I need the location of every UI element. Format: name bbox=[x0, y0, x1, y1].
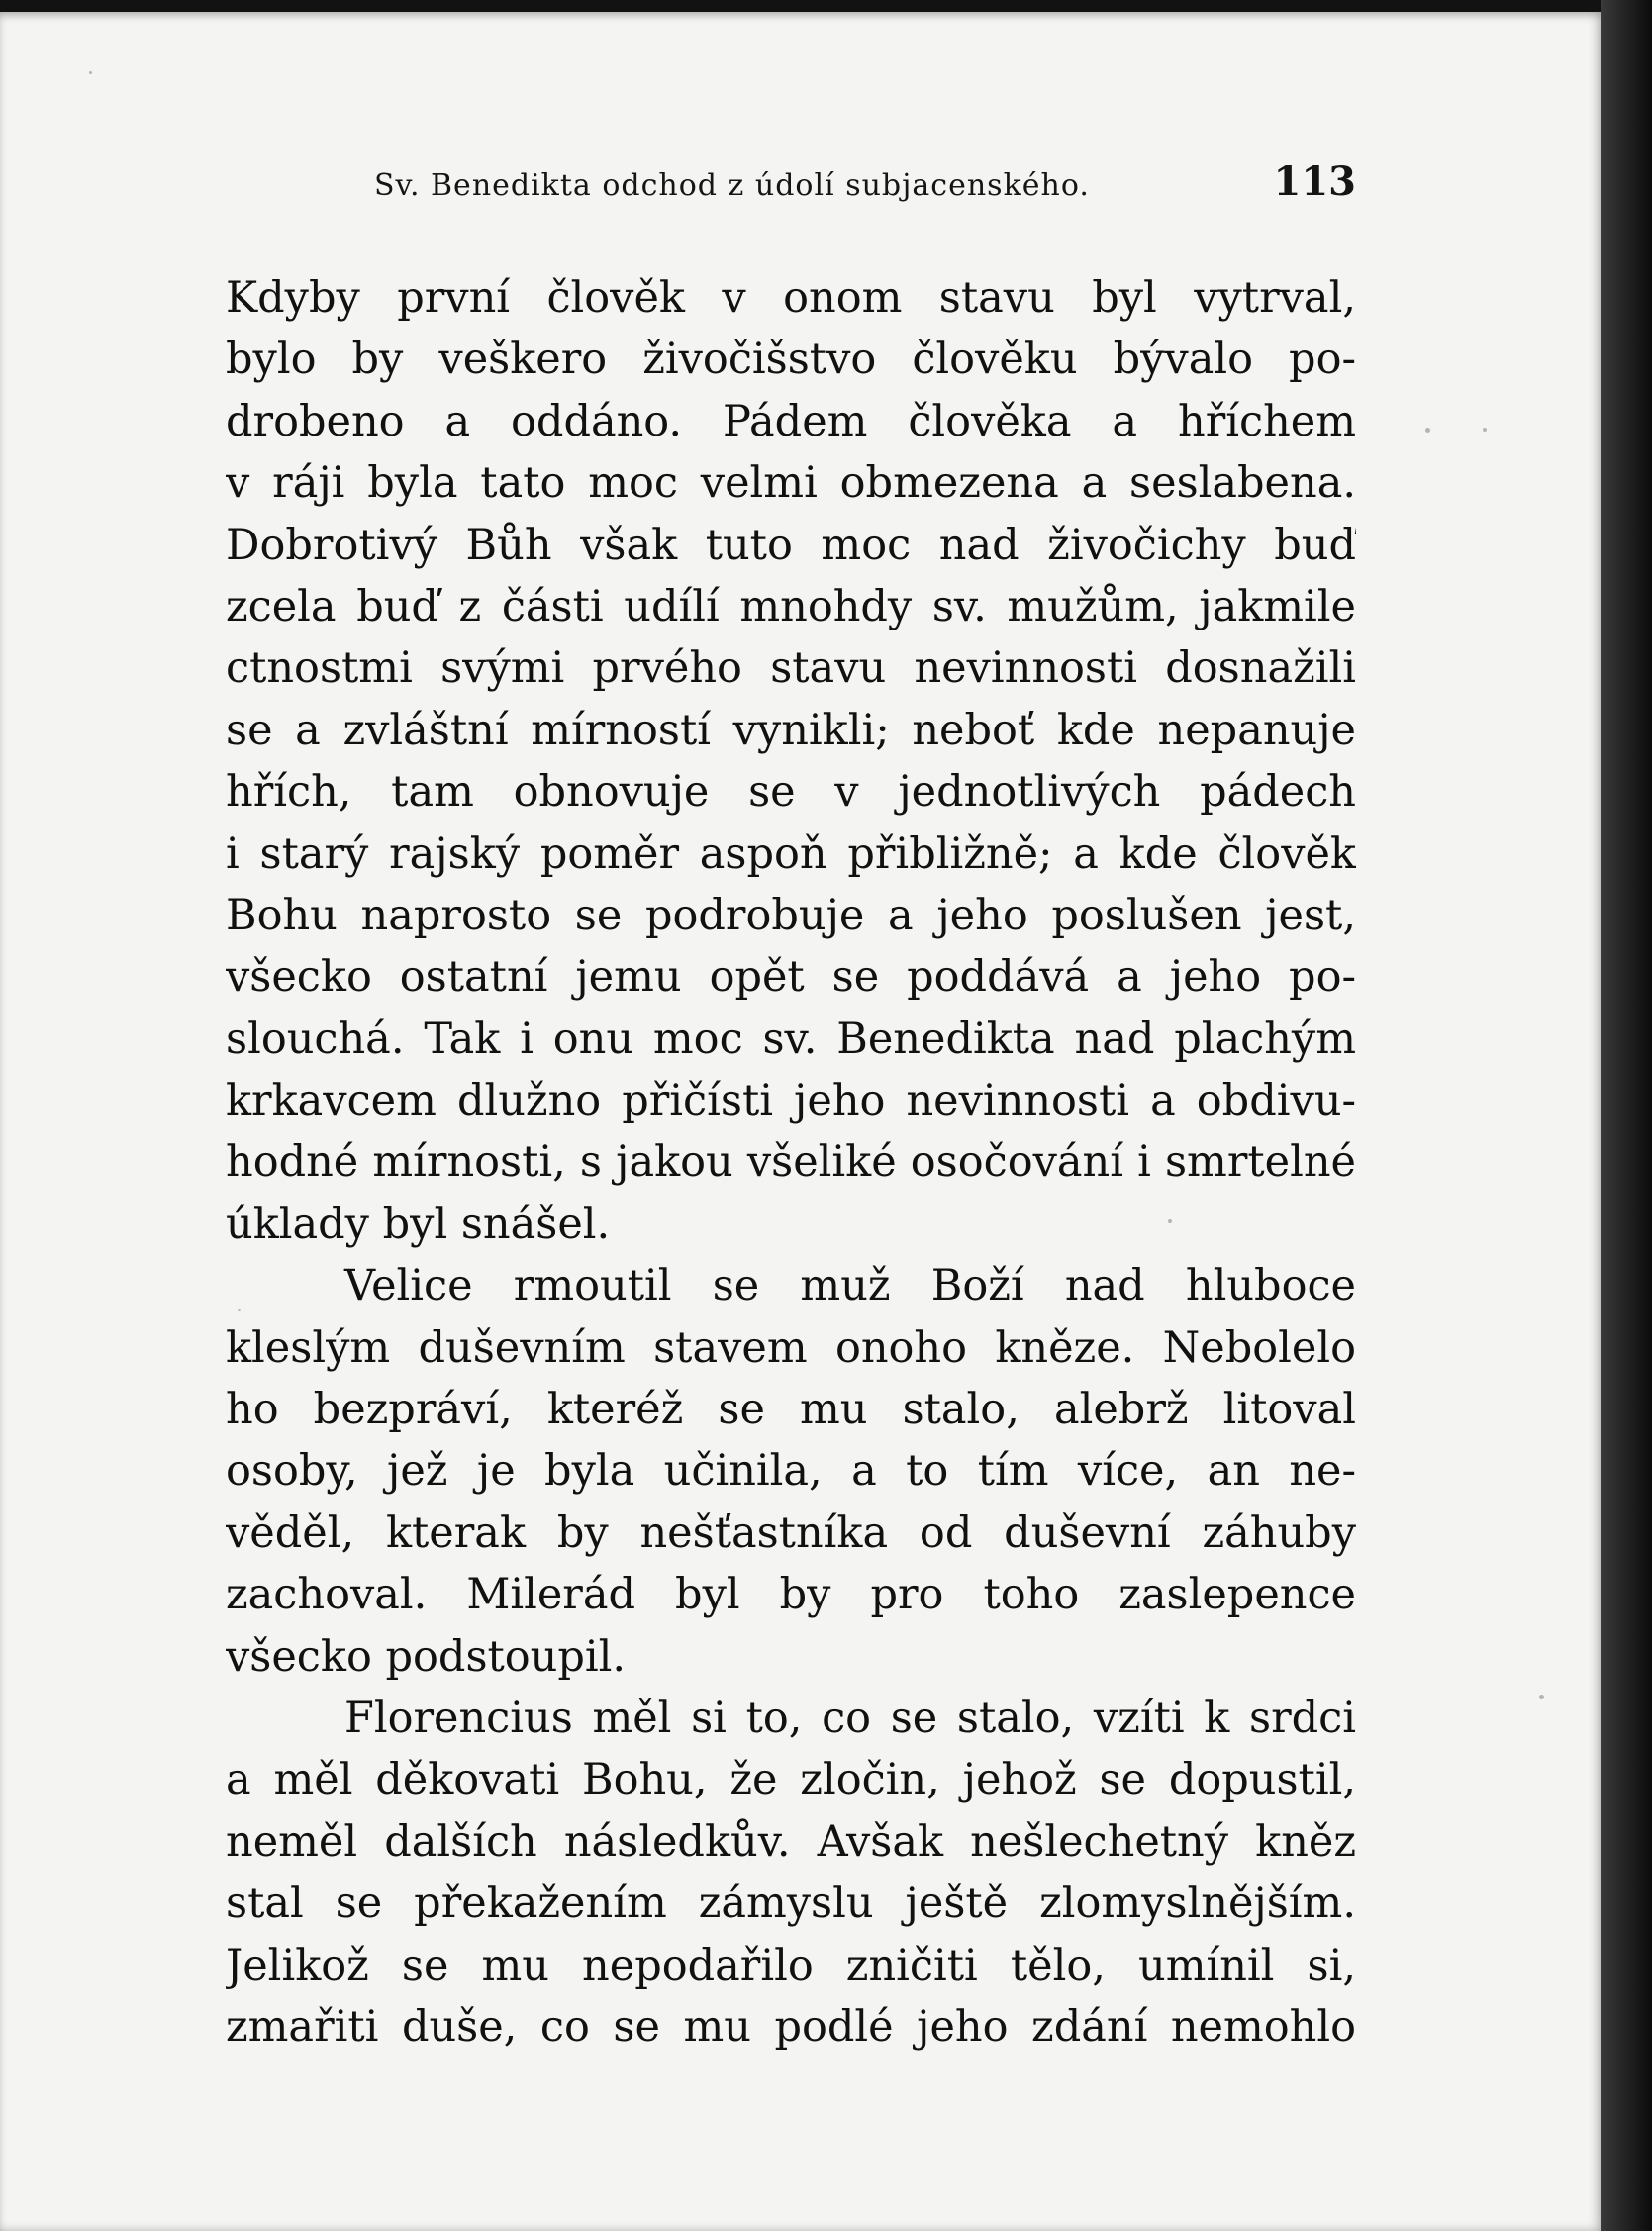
text-line: zcela buď z části udílí mnohdy sv. mužům, jakmile bbox=[226, 581, 1356, 631]
text-line: bylo by veškero živočišstvo člověku bývalo po- bbox=[226, 335, 1356, 385]
text-line: Bohu naprosto se podrobuje a jeho poslušen jest, bbox=[226, 890, 1356, 940]
text-line: v ráji byla tato moc velmi obmezena a seslabena. bbox=[226, 458, 1356, 509]
text-line: neměl dalších následkův. Avšak nešlechetný kněz bbox=[226, 1816, 1356, 1867]
text-line: drobeno a oddáno. Pádem člověka a hříchem bbox=[226, 396, 1356, 446]
page-edge-shadow bbox=[1601, 0, 1652, 2231]
text-line: slouchá. Tak i onu moc sv. Benedikta nad plachým bbox=[226, 1014, 1356, 1064]
text-line: hřích, tam obnovuje se v jednotlivých pádech bbox=[226, 767, 1356, 818]
text-line: i starý rajský poměr aspoň přibližně; a kde člověk bbox=[226, 828, 1356, 879]
page-number: 113 bbox=[1273, 158, 1356, 205]
text-line: Jelikož se mu nepodařilo zničiti tělo, umínil si, bbox=[226, 1940, 1356, 1990]
paper-speck bbox=[1425, 428, 1430, 433]
text-line: ctnostmi svými prvého stavu nevinnosti dosnažili bbox=[226, 643, 1356, 694]
text-line: osoby, jež je byla učinila, a to tím více, an ne- bbox=[226, 1446, 1356, 1497]
text-line: krkavcem dlužno přičísti jeho nevinnosti a obdivu- bbox=[226, 1076, 1356, 1126]
text-line: Kdyby první člověk v onom stavu byl vytrval, bbox=[226, 273, 1356, 323]
text-line: hodné mírnosti, s jakou všeliké osočování i smrtelné bbox=[226, 1137, 1356, 1188]
paper-speck bbox=[1539, 1695, 1544, 1699]
paragraph-start-line: Florencius měl si to, co se stalo, vzíti k srdci bbox=[344, 1693, 1356, 1743]
paper-speck bbox=[89, 71, 92, 74]
text-line: stal se překažením zámyslu ještě zlomyslnějším. bbox=[226, 1879, 1356, 1929]
text-line: zmařiti duše, co se mu podlé jeho zdání nemohlo bbox=[226, 2001, 1356, 2052]
paragraph-end-line: úklady byl snášel. bbox=[226, 1199, 611, 1249]
text-line: všecko ostatní jemu opět se poddává a jeho po- bbox=[226, 952, 1356, 1003]
text-line: ho bezpráví, kteréž se mu stalo, alebrž litoval bbox=[226, 1385, 1356, 1435]
text-line: Dobrotivý Bůh však tuto moc nad živočichy buď bbox=[226, 520, 1356, 570]
body-text bbox=[226, 267, 1356, 2058]
text-line: kleslým duševním stavem onoho kněze. Nebolelo bbox=[226, 1322, 1356, 1373]
paragraph-end-line: všecko podstoupil. bbox=[226, 1631, 627, 1682]
running-title: Sv. Benedikta odchod z údolí subjacenského. bbox=[374, 168, 1090, 203]
text-line: věděl, kterak by nešťastníka od duševní záhuby bbox=[226, 1507, 1356, 1558]
text-line: a měl děkovati Bohu, že zločin, jehož se dopustil, bbox=[226, 1755, 1356, 1805]
paper-speck bbox=[1483, 428, 1487, 432]
running-head bbox=[374, 158, 1356, 214]
text-line: se a zvláštní mírností vynikli; neboť kde nepanuje bbox=[226, 705, 1356, 755]
text-line: zachoval. Milerád byl by pro toho zaslepence bbox=[226, 1570, 1356, 1620]
paragraph-start-line: Velice rmoutil se muž Boží nad hluboce bbox=[344, 1261, 1356, 1311]
